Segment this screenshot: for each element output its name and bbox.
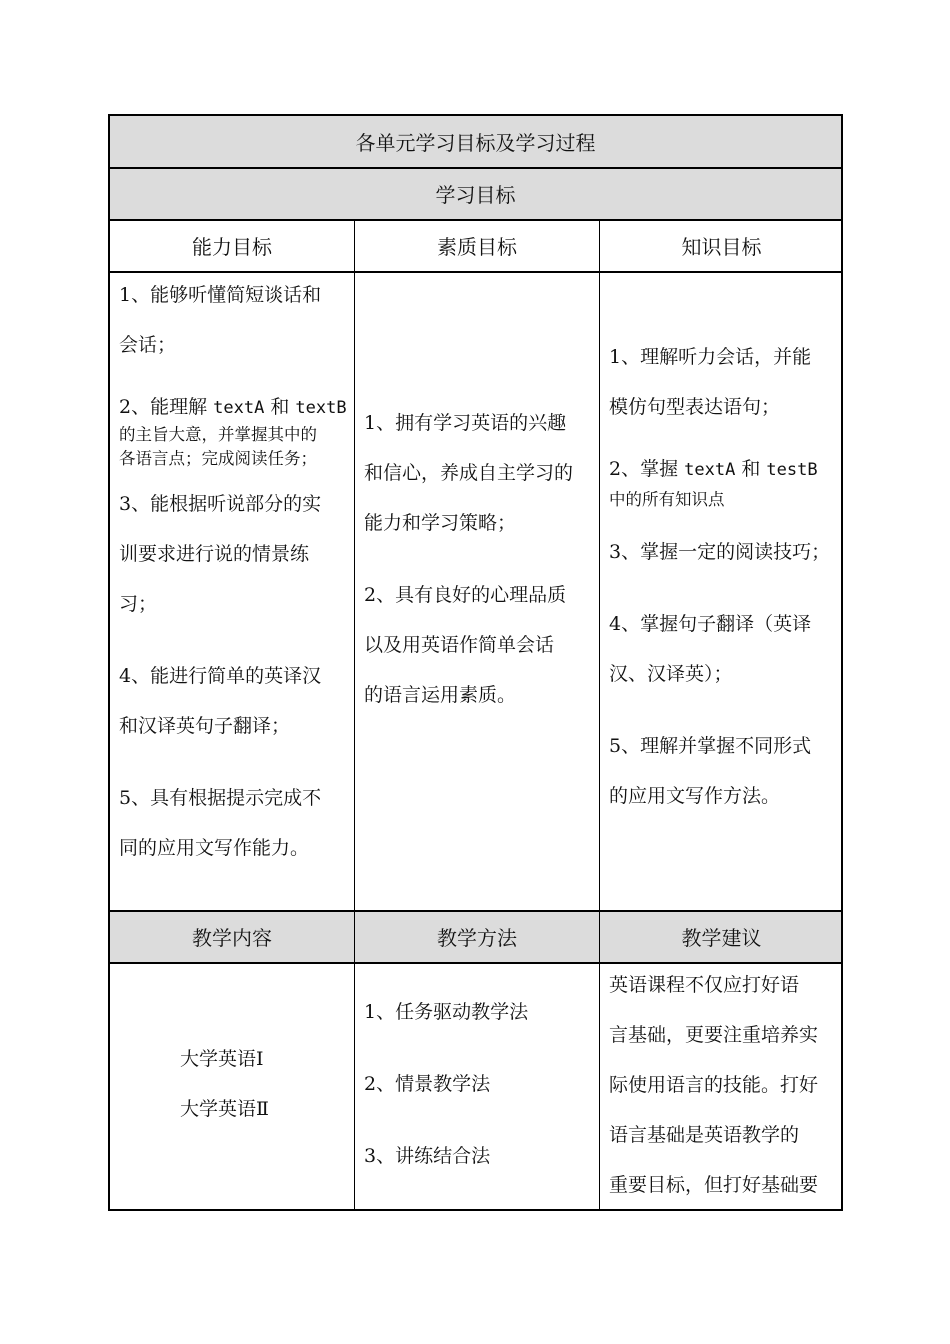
course-1: 大学英语Ⅰ <box>180 1048 264 1070</box>
knowledge-header: 知识目标 <box>681 235 762 259</box>
quality-item-1-line1: 1、拥有学习英语的兴趣 <box>364 412 567 434</box>
ability-header: 能力目标 <box>192 235 272 259</box>
content-header: 教学内容 <box>192 926 272 950</box>
knowledge-item-2-line2: 中的所有知识点 <box>609 490 725 509</box>
knowledge-item-5-line2: 的应用文写作方法。 <box>609 785 781 807</box>
ability-item-2-textA: textA <box>213 398 265 418</box>
page-title: 各单元学习目标及学习过程 <box>355 131 596 155</box>
method-3: 3、讲练结合法 <box>364 1145 491 1167</box>
knowledge-item-5-line1: 5、理解并掌握不同形式 <box>609 735 812 757</box>
ability-item-2-line2: 的主旨大意，并掌握其中的 <box>119 425 317 444</box>
knowledge-item-4-line1: 4、掌握句子翻译（英译 <box>609 613 812 635</box>
advice-line-2: 言基础，更要注重培养实 <box>609 1024 819 1046</box>
knowledge-goals <box>609 332 841 821</box>
knowledge-item-1-line1: 1、理解听力会话，并能 <box>609 346 812 368</box>
knowledge-item-2-line1 <box>609 454 841 485</box>
ability-item-2-and: 和 <box>264 396 296 418</box>
knowledge-item-1-line2: 模仿句型表达语句； <box>609 396 781 418</box>
quality-item-1-line3: 能力和学习策略； <box>364 512 517 534</box>
ability-item-2-line1 <box>119 392 351 423</box>
ability-item-3-line1: 3、能根据听说部分的实 <box>119 493 322 515</box>
knowledge-item-3: 3、掌握一定的阅读技巧； <box>609 541 831 563</box>
advice-line-3: 际使用语言的技能。打好 <box>609 1074 819 1096</box>
advice-line-5: 重要目标，但打好基础要 <box>609 1174 819 1196</box>
method-2: 2、情景教学法 <box>364 1073 491 1095</box>
advice-line-1: 英语课程不仅应打好语 <box>609 974 800 996</box>
advice-header: 教学建议 <box>681 926 762 950</box>
knowledge-item-4-line2: 汉、汉译英）； <box>609 663 733 685</box>
quality-item-1-line2: 和信心，养成自主学习的 <box>364 462 574 484</box>
column-divider <box>599 220 600 1209</box>
quality-header: 素质目标 <box>437 235 517 259</box>
ability-item-4-line1: 4、能进行简单的英译汉 <box>119 665 322 687</box>
ability-item-2-prefix: 2、能理解 <box>119 396 214 418</box>
ability-item-2-line3: 各语言点；完成阅读任务； <box>119 449 317 468</box>
ability-item-3-line3: 习； <box>119 593 158 615</box>
ability-item-1-line1: 1、能够听懂简短谈话和 <box>119 284 322 306</box>
teaching-content <box>180 1034 350 1134</box>
goals-header: 学习目标 <box>435 183 516 207</box>
ability-goals <box>119 270 351 873</box>
ability-item-5-line1: 5、具有根据提示完成不 <box>119 787 322 809</box>
course-2: 大学英语Ⅱ <box>180 1098 269 1120</box>
quality-goals <box>364 398 596 720</box>
ability-item-4-line2: 和汉译英句子翻译； <box>119 715 291 737</box>
course-table <box>108 114 843 1211</box>
ability-item-2-textB: textB <box>295 398 347 418</box>
ability-item-5-line2: 同的应用文写作能力。 <box>119 837 310 859</box>
teaching-advice <box>609 960 841 1210</box>
knowledge-item-2-textA: textA <box>684 460 736 480</box>
advice-line-4: 语言基础是英语教学的 <box>609 1124 800 1146</box>
column-divider <box>354 220 355 1209</box>
quality-item-2-line2: 以及用英语作简单会话 <box>364 634 555 656</box>
teaching-methods <box>364 976 596 1192</box>
method-header: 教学方法 <box>437 926 517 950</box>
knowledge-item-2-and: 和 <box>735 458 767 480</box>
knowledge-item-2-testB: testB <box>766 460 818 480</box>
ability-item-1-line2: 会话； <box>119 334 177 356</box>
quality-item-2-line3: 的语言运用素质。 <box>364 684 517 706</box>
knowledge-item-2-prefix: 2、掌握 <box>609 458 685 480</box>
ability-item-3-line2: 训要求进行说的情景练 <box>119 543 310 565</box>
method-1: 1、任务驱动教学法 <box>364 1001 529 1023</box>
quality-item-2-line1: 2、具有良好的心理品质 <box>364 584 567 606</box>
